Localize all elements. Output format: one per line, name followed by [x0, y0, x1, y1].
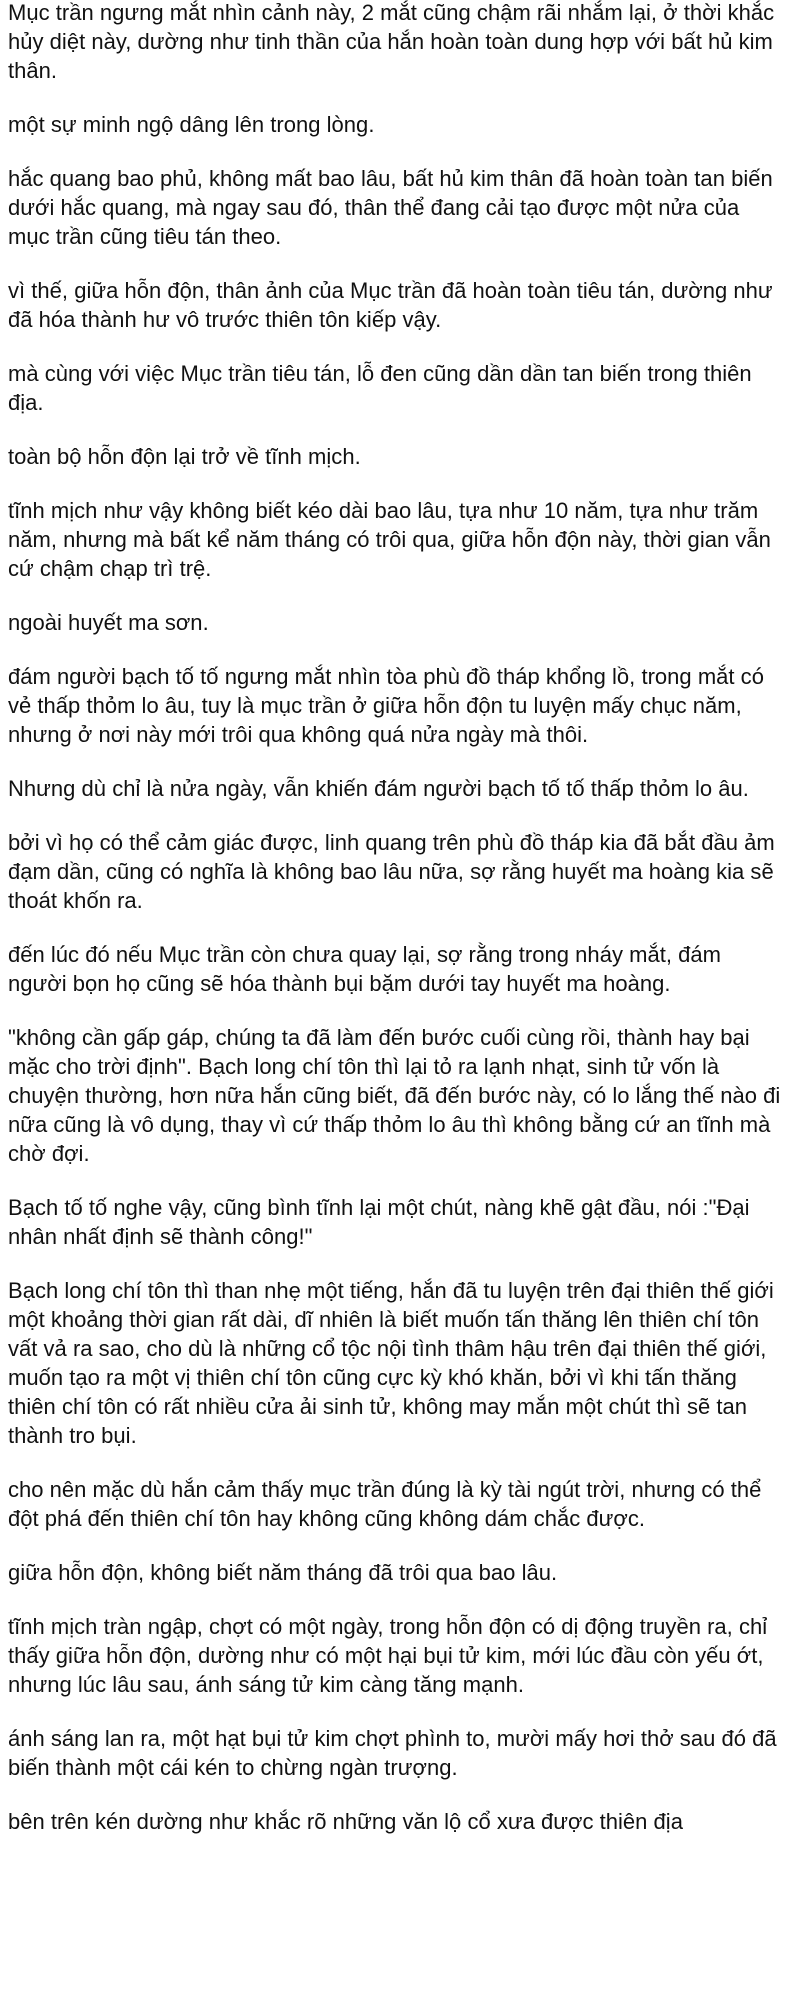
paragraph: Bạch tố tố nghe vậy, cũng bình tĩnh lại một chút, nàng khẽ gật đầu, nói :"Đại nhân nhất định sẽ thành công!"	[8, 1195, 750, 1249]
paragraph: một sự minh ngộ dâng lên trong lòng.	[8, 112, 375, 137]
paragraph: Nhưng dù chỉ là nửa ngày, vẫn khiến đám người bạch tố tố thấp thỏm lo âu.	[8, 776, 749, 801]
paragraph: bên trên kén dường như khắc rõ những văn lộ cổ xưa được thiên địa	[8, 1809, 683, 1834]
paragraph: đám người bạch tố tố ngưng mắt nhìn tòa phù đồ tháp khổng lồ, trong mắt có vẻ thấp thỏm lo âu, tuy là mục trần ở giữa hỗn độn tu luyện mấy chục năm, nhưng ở nơi này mới trôi qua không quá nửa ngày mà thôi.	[8, 664, 764, 747]
paragraph: tĩnh mịch tràn ngập, chợt có một ngày, trong hỗn độn có dị động truyền ra, chỉ thấy giữa hỗn độn, dường như có một hại bụi tử kim, mới lúc đầu còn yếu ớt, nhưng lúc lâu sau, ánh sáng tử kim càng tăng mạnh.	[8, 1614, 768, 1697]
paragraph: vì thế, giữa hỗn độn, thân ảnh của Mục trần đã hoàn toàn tiêu tán, dường như đã hóa thành hư vô trước thiên tôn kiếp vậy.	[8, 278, 773, 332]
paragraph: hắc quang bao phủ, không mất bao lâu, bất hủ kim thân đã hoàn toàn tan biến dưới hắc quang, mà ngay sau đó, thân thể đang cải tạo được một nửa của mục trần cũng tiêu tán theo.	[8, 166, 773, 249]
paragraph: Mục trần ngưng mắt nhìn cảnh này, 2 mắt cũng chậm rãi nhắm lại, ở thời khắc hủy diệt này, dường như tinh thần của hắn hoàn toàn dung hợp với bất hủ kim thân.	[8, 0, 775, 83]
paragraph: toàn bộ hỗn độn lại trở về tĩnh mịch.	[8, 444, 361, 469]
paragraph: cho nên mặc dù hắn cảm thấy mục trần đúng là kỳ tài ngút trời, nhưng có thể đột phá đến thiên chí tôn hay không cũng không dám chắc được.	[8, 1477, 762, 1531]
paragraph: Bạch long chí tôn thì than nhẹ một tiếng, hắn đã tu luyện trên đại thiên thế giới một khoảng thời gian rất dài, dĩ nhiên là biết muốn tấn thăng lên thiên chí tôn vất vả ra sao, cho dù là những cổ tộc nội tình thâm hậu trên đại thiên thế giới, muốn tạo ra một vị thiên chí tôn cũng cực kỳ khó khăn, bởi vì khi tấn thăng thiên chí tôn có rất nhiều cửa ải sinh tử, không may mắn một chút thì sẽ tan thành tro bụi.	[8, 1278, 774, 1448]
paragraph: đến lúc đó nếu Mục trần còn chưa quay lại, sợ rằng trong nháy mắt, đám người bọn họ cũng sẽ hóa thành bụi bặm dưới tay huyết ma hoàng.	[8, 942, 721, 996]
paragraph: "không cần gấp gáp, chúng ta đã làm đến bước cuối cùng rồi, thành hay bại mặc cho trời định". Bạch long chí tôn thì lại tỏ ra lạnh nhạt, sinh tử vốn là chuyện thường, hơn nữa hắn cũng biết, đã đến bước này, có lo lắng thế nào đi nữa cũng là vô dụng, thay vì cứ thấp thỏm lo âu thì không bằng cứ an tĩnh mà chờ đợi.	[8, 1025, 781, 1166]
paragraph: tĩnh mịch như vậy không biết kéo dài bao lâu, tựa như 10 năm, tựa như trăm năm, nhưng mà bất kể năm tháng có trôi qua, giữa hỗn độn này, thời gian vẫn cứ chậm chạp trì trệ.	[8, 498, 771, 581]
paragraph: mà cùng với việc Mục trần tiêu tán, lỗ đen cũng dần dần tan biến trong thiên địa.	[8, 361, 752, 415]
paragraph: giữa hỗn độn, không biết năm tháng đã trôi qua bao lâu.	[8, 1560, 558, 1585]
paragraph: ánh sáng lan ra, một hạt bụi tử kim chợt phình to, mười mấy hơi thở sau đó đã biến thành một cái kén to chừng ngàn trượng.	[8, 1726, 777, 1780]
paragraph: bởi vì họ có thể cảm giác được, linh quang trên phù đồ tháp kia đã bắt đầu ảm đạm dần, cũng có nghĩa là không bao lâu nữa, sợ rằng huyết ma hoàng kia sẽ thoát khốn ra.	[8, 830, 775, 913]
paragraph: ngoài huyết ma sơn.	[8, 610, 209, 635]
